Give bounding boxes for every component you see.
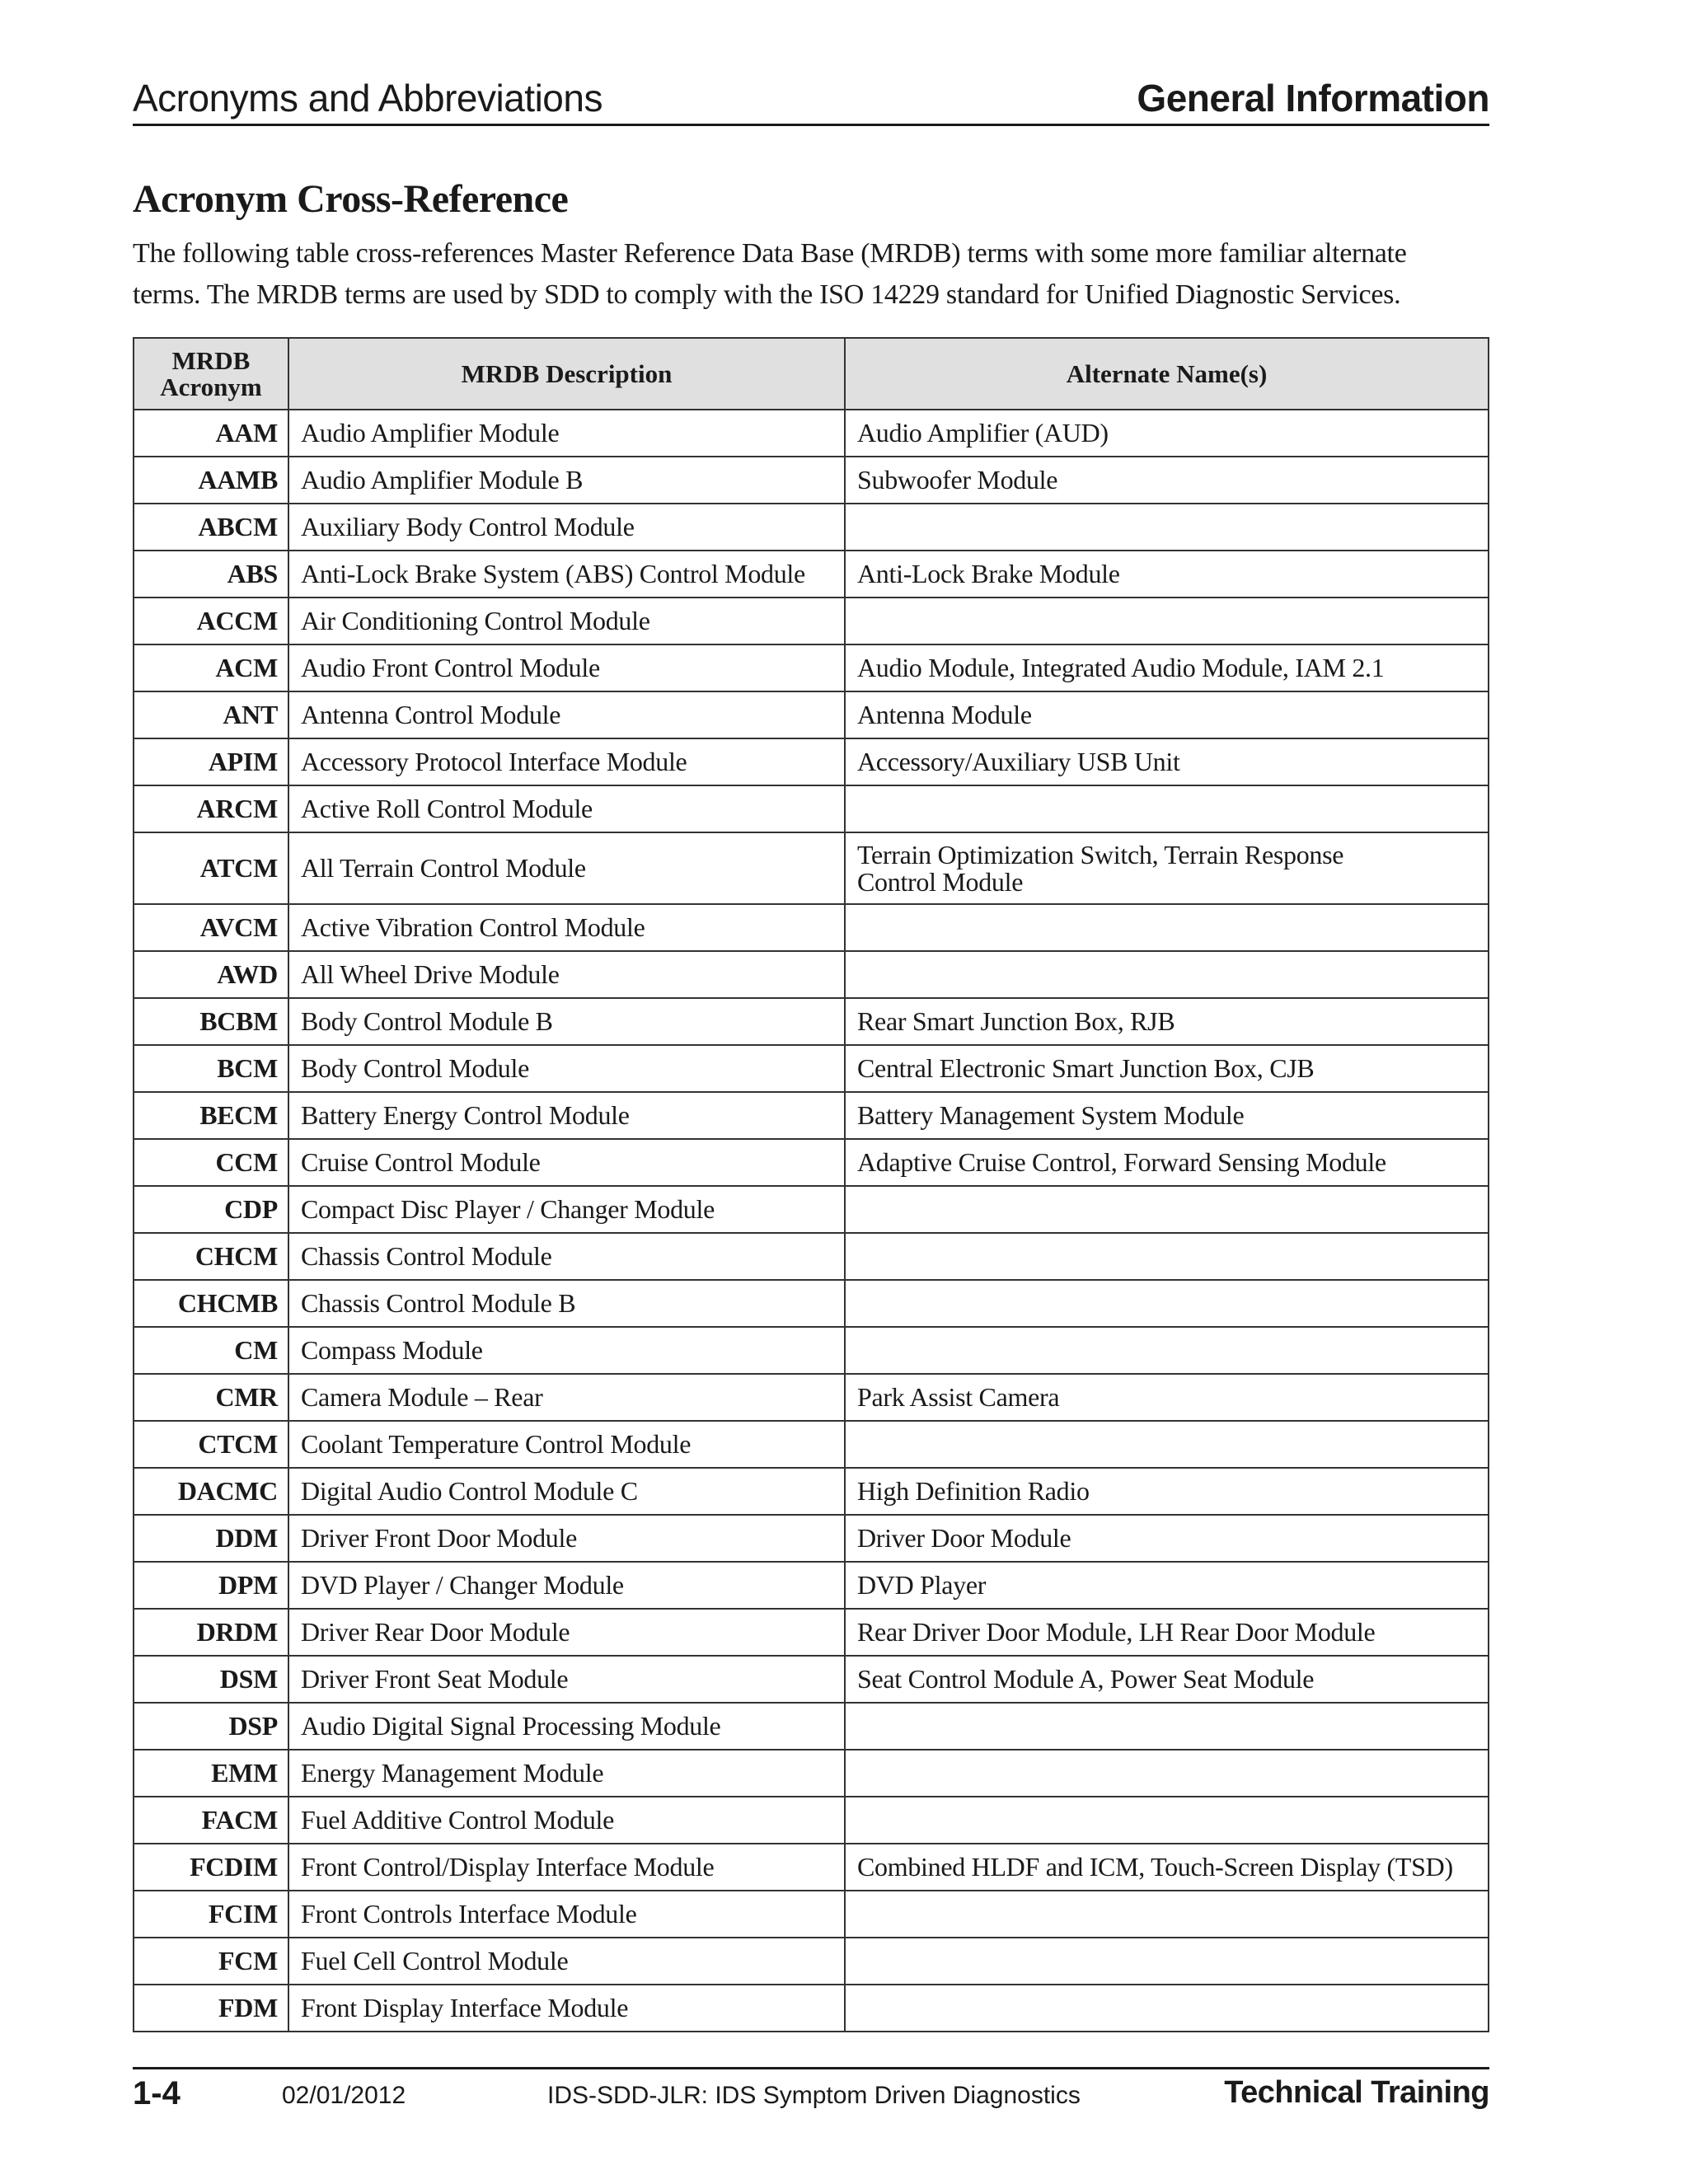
acronym-cell: BCBM	[134, 998, 288, 1045]
description-cell: Audio Digital Signal Processing Module	[288, 1703, 845, 1750]
table-row	[134, 1844, 1489, 1891]
table-row	[134, 785, 1489, 832]
acronym-cell: CMR	[134, 1374, 288, 1421]
section-title: Acronym Cross-Reference	[133, 177, 569, 221]
table-row	[134, 691, 1489, 738]
column-header-acronym-line-1: MRDB	[171, 345, 251, 375]
acronym-cell: DSP	[134, 1703, 288, 1750]
table-row	[134, 1233, 1489, 1280]
description-cell: Body Control Module B	[288, 998, 845, 1045]
acronym-cell: CM	[134, 1327, 288, 1374]
acronym-cell: FDM	[134, 1985, 288, 2032]
footer-divider	[133, 2067, 1489, 2069]
table-row	[134, 904, 1489, 951]
alternate-cell: Rear Smart Junction Box, RJB	[845, 998, 1489, 1045]
alternate-cell	[845, 904, 1489, 951]
table-row	[134, 998, 1489, 1045]
alternate-cell: Combined HLDF and ICM, Touch-Screen Display (TSD)	[845, 1844, 1489, 1891]
table-row	[134, 1609, 1489, 1656]
table-row	[134, 832, 1489, 904]
alternate-cell: DVD Player	[845, 1562, 1489, 1609]
acronym-cell: ACCM	[134, 598, 288, 644]
description-cell: Energy Management Module	[288, 1750, 845, 1797]
table-row	[134, 1280, 1489, 1327]
table-row	[134, 1374, 1489, 1421]
alternate-cell	[845, 1891, 1489, 1938]
page-header	[133, 69, 1489, 126]
acronym-cell: AWD	[134, 951, 288, 998]
acronym-cell: FCIM	[134, 1891, 288, 1938]
table-row	[134, 551, 1489, 598]
description-cell: Auxiliary Body Control Module	[288, 504, 845, 551]
table-row	[134, 410, 1489, 457]
acronym-cell: DACMC	[134, 1468, 288, 1515]
acronym-cell: CHCM	[134, 1233, 288, 1280]
alternate-cell	[845, 1797, 1489, 1844]
header-chapter-name: General Information	[1137, 77, 1489, 120]
alternate-cell	[845, 1233, 1489, 1280]
alternate-cell: Anti-Lock Brake Module	[845, 551, 1489, 598]
acronym-cell: CTCM	[134, 1421, 288, 1468]
description-cell: Coolant Temperature Control Module	[288, 1421, 845, 1468]
table-row	[134, 1562, 1489, 1609]
acronym-cell: AAM	[134, 410, 288, 457]
alternate-cell: Audio Module, Integrated Audio Module, IAM 2.1	[845, 644, 1489, 691]
description-cell: Front Display Interface Module	[288, 1985, 845, 2032]
table-row	[134, 951, 1489, 998]
alternate-cell: Subwoofer Module	[845, 457, 1489, 504]
acronym-cell: DRDM	[134, 1609, 288, 1656]
table-row	[134, 738, 1489, 785]
acronym-cell: FCM	[134, 1938, 288, 1985]
description-cell: Anti-Lock Brake System (ABS) Control Module	[288, 551, 845, 598]
column-header-description: MRDB Description	[288, 338, 845, 410]
acronym-cell: BECM	[134, 1092, 288, 1139]
acronym-cell: ARCM	[134, 785, 288, 832]
alternate-cell: Battery Management System Module	[845, 1092, 1489, 1139]
table-row	[134, 1750, 1489, 1797]
description-cell: Front Control/Display Interface Module	[288, 1844, 845, 1891]
description-cell: Accessory Protocol Interface Module	[288, 738, 845, 785]
alternate-cell	[845, 1985, 1489, 2032]
description-cell: Audio Amplifier Module	[288, 410, 845, 457]
table-row	[134, 1515, 1489, 1562]
alternate-cell: Driver Door Module	[845, 1515, 1489, 1562]
header-section-name: Acronyms and Abbreviations	[133, 77, 603, 120]
intro-line-2: terms. The MRDB terms are used by SDD to comply with the ISO 14229 standard for Unified Diagnostic Services.	[133, 279, 1401, 310]
alternate-cell: Seat Control Module A, Power Seat Module	[845, 1656, 1489, 1703]
description-cell: Chassis Control Module B	[288, 1280, 845, 1327]
table-row	[134, 644, 1489, 691]
alternate-cell	[845, 1750, 1489, 1797]
acronym-cell: DPM	[134, 1562, 288, 1609]
alternate-cell	[845, 1421, 1489, 1468]
acronym-cell: APIM	[134, 738, 288, 785]
description-cell: Active Vibration Control Module	[288, 904, 845, 951]
description-cell: DVD Player / Changer Module	[288, 1562, 845, 1609]
intro-paragraph	[133, 233, 1501, 316]
acronym-cell: ATCM	[134, 832, 288, 904]
description-cell: Active Roll Control Module	[288, 785, 845, 832]
acronym-cell: ABCM	[134, 504, 288, 551]
description-cell: Air Conditioning Control Module	[288, 598, 845, 644]
alternate-cell: Rear Driver Door Module, LH Rear Door Module	[845, 1609, 1489, 1656]
alternate-cell	[845, 504, 1489, 551]
alternate-cell: Accessory/Auxiliary USB Unit	[845, 738, 1489, 785]
footer-publisher: Technical Training	[1224, 2075, 1489, 2110]
description-cell: Cruise Control Module	[288, 1139, 845, 1186]
acronym-cell: CCM	[134, 1139, 288, 1186]
acronym-table	[133, 337, 1489, 2032]
alternate-cell: Park Assist Camera	[845, 1374, 1489, 1421]
table-row	[134, 457, 1489, 504]
description-cell: Compass Module	[288, 1327, 845, 1374]
description-cell: All Wheel Drive Module	[288, 951, 845, 998]
table-header-row	[134, 338, 1489, 410]
alternate-cell: Adaptive Cruise Control, Forward Sensing Module	[845, 1139, 1489, 1186]
description-cell: Fuel Additive Control Module	[288, 1797, 845, 1844]
table-row	[134, 504, 1489, 551]
footer-document-title: IDS-SDD-JLR: IDS Symptom Driven Diagnostics	[547, 2082, 1081, 2109]
alternate-cell	[845, 785, 1489, 832]
alternate-cell	[845, 1938, 1489, 1985]
column-header-alternate: Alternate Name(s)	[845, 338, 1489, 410]
acronym-cell: ABS	[134, 551, 288, 598]
acronym-cell: CHCMB	[134, 1280, 288, 1327]
table-row	[134, 1092, 1489, 1139]
alternate-cell	[845, 832, 1489, 904]
description-cell: Digital Audio Control Module C	[288, 1468, 845, 1515]
footer-date: 02/01/2012	[282, 2082, 406, 2109]
acronym-cell: DSM	[134, 1656, 288, 1703]
alternate-cell	[845, 1327, 1489, 1374]
description-cell: Front Controls Interface Module	[288, 1891, 845, 1938]
table-row	[134, 1045, 1489, 1092]
alternate-cell	[845, 1280, 1489, 1327]
column-header-acronym-line-2: Acronym	[160, 372, 262, 401]
acronym-cell: ANT	[134, 691, 288, 738]
description-cell: Audio Front Control Module	[288, 644, 845, 691]
alternate-cell	[845, 1186, 1489, 1233]
table-row	[134, 1327, 1489, 1374]
description-cell: Antenna Control Module	[288, 691, 845, 738]
acronym-cell: EMM	[134, 1750, 288, 1797]
table-row	[134, 1139, 1489, 1186]
alternate-cell: Antenna Module	[845, 691, 1489, 738]
table-row	[134, 1468, 1489, 1515]
description-cell: Camera Module – Rear	[288, 1374, 845, 1421]
alternate-cell: Audio Amplifier (AUD)	[845, 410, 1489, 457]
alternate-cell: Central Electronic Smart Junction Box, CJB	[845, 1045, 1489, 1092]
table-row	[134, 1421, 1489, 1468]
table-row	[134, 1985, 1489, 2032]
description-cell: Fuel Cell Control Module	[288, 1938, 845, 1985]
description-cell: Driver Front Seat Module	[288, 1656, 845, 1703]
description-cell: Chassis Control Module	[288, 1233, 845, 1280]
description-cell: Audio Amplifier Module B	[288, 457, 845, 504]
acronym-cell: DDM	[134, 1515, 288, 1562]
alternate-cell	[845, 598, 1489, 644]
table-row	[134, 1938, 1489, 1985]
table-row	[134, 598, 1489, 644]
table-row	[134, 1656, 1489, 1703]
acronym-cell: AVCM	[134, 904, 288, 951]
description-cell: All Terrain Control Module	[288, 832, 845, 904]
table-row	[134, 1797, 1489, 1844]
table-row	[134, 1891, 1489, 1938]
acronym-cell: ACM	[134, 644, 288, 691]
description-cell: Battery Energy Control Module	[288, 1092, 845, 1139]
table-row	[134, 1186, 1489, 1233]
alternate-cell	[845, 1703, 1489, 1750]
alternate-cell: High Definition Radio	[845, 1468, 1489, 1515]
description-cell: Driver Rear Door Module	[288, 1609, 845, 1656]
table-row	[134, 1703, 1489, 1750]
acronym-cell: CDP	[134, 1186, 288, 1233]
alternate-cell-line-2: Control Module	[857, 866, 1024, 897]
description-cell: Compact Disc Player / Changer Module	[288, 1186, 845, 1233]
column-header-acronym	[134, 338, 288, 410]
acronym-cell: AAMB	[134, 457, 288, 504]
page-number: 1-4	[133, 2075, 181, 2111]
alternate-cell-line-1: Terrain Optimization Switch, Terrain Response	[857, 839, 1344, 869]
description-cell: Driver Front Door Module	[288, 1515, 845, 1562]
description-cell: Body Control Module	[288, 1045, 845, 1092]
alternate-cell	[845, 951, 1489, 998]
acronym-cell: FCDIM	[134, 1844, 288, 1891]
acronym-cell: BCM	[134, 1045, 288, 1092]
acronym-cell: FACM	[134, 1797, 288, 1844]
intro-line-1: The following table cross-references Master Reference Data Base (MRDB) terms with some more familiar alternate	[133, 238, 1407, 269]
